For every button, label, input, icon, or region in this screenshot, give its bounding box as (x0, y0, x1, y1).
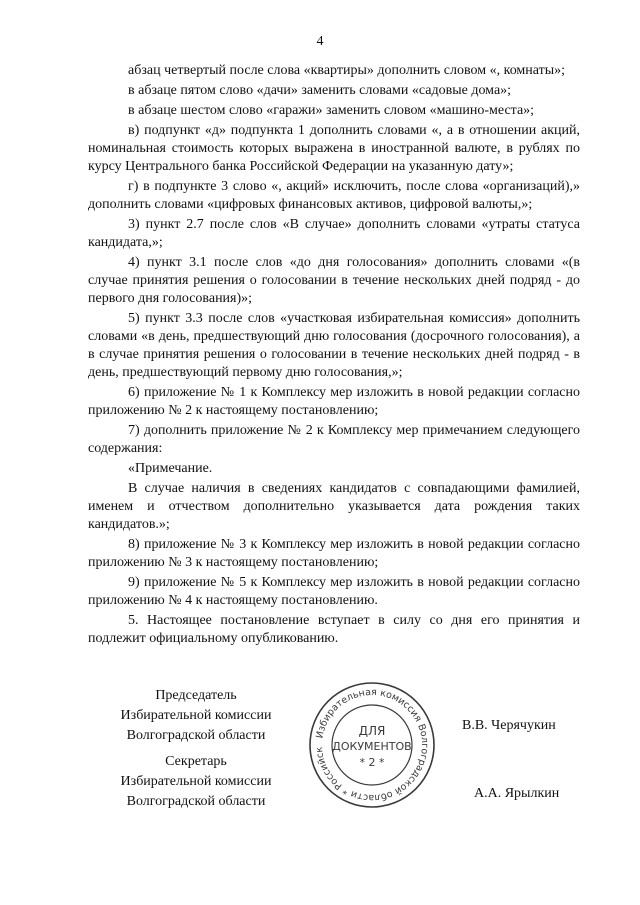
document-body (88, 62, 580, 650)
secretary-name: А.А. Ярылкин (474, 786, 560, 801)
stamp-graphic (307, 680, 437, 810)
official-stamp (307, 680, 437, 810)
paragraph: в) подпункт «д» подпункта 1 дополнить словами «, а в отношении акций, номинальная стоимость которых выражена в иностранной валюте, в рублях по курсу Центрального банка Российской Федерации на указанную дату»; (88, 123, 580, 174)
chairman-organization: Избирательной комиссии (120, 708, 272, 723)
paragraph: г) в подпункте 3 слово «, акций» исключить, после слова «организаций),» дополнить словами «цифровых финансовых активов, цифровой валюты,»; (88, 179, 580, 212)
note-text: В случае наличия в сведениях кандидатов с совпадающими фамилией, именем и отчеством дополнительно указывается дата рождения таких кандидатов.»; (88, 481, 580, 532)
secretary-title-block (96, 752, 296, 812)
stamp-center-line3: * 2 * (359, 756, 385, 769)
page-number: 4 (316, 34, 324, 49)
paragraph: абзац четвертый после слова «квартиры» дополнить словом «, комнаты»; (128, 63, 566, 78)
paragraph: в абзаце шестом слово «гаражи» заменить словом «машино-места»; (128, 103, 535, 118)
paragraph: в абзаце пятом слово «дачи» заменить словами «садовые дома»; (128, 83, 512, 98)
paragraph: 5) пункт 3.3 после слов «участковая избирательная комиссия» дополнить словами «в день, предшествующий дню голосования (досрочного голосования), а в случае принятия решения о голосовании в течение нескольких дней подряд - в день, предшествующий первому дню голосования,»; (88, 311, 580, 380)
paragraph: 6) приложение № 1 к Комплексу мер изложить в новой редакции согласно приложению № 2 к настоящему постановлению; (88, 385, 580, 418)
chairman-position: Председатель (155, 688, 237, 703)
stamp-center-line1: ДЛЯ (358, 724, 386, 738)
paragraph: 7) дополнить приложение № 2 к Комплексу мер примечанием следующего содержания: (88, 423, 580, 456)
paragraph: 5. Настоящее постановление вступает в силу со дня его принятия и подлежит официальному опубликованию. (88, 613, 580, 646)
chairman-region: Волгоградской области (126, 728, 266, 743)
secretary-position: Секретарь (165, 754, 227, 769)
secretary-region: Волгоградской области (126, 794, 266, 809)
paragraph: 4) пункт 3.1 после слов «до дня голосования» дополнить словами «(в случае принятия решения о голосовании в течение нескольких дней подряд - до первого дня голосования)»; (88, 255, 580, 306)
chairman-title-block (96, 686, 296, 746)
paragraph: 9) приложение № 5 к Комплексу мер изложить в новой редакции согласно приложению № 4 к настоящему постановлению. (88, 575, 580, 608)
paragraph: 3) пункт 2.7 после слов «В случае» дополнить словами «утраты статуса кандидата,»; (88, 217, 580, 250)
chairman-name: В.В. Черячукин (462, 718, 556, 733)
secretary-organization: Избирательной комиссии (120, 774, 272, 789)
stamp-center-line2: ДОКУМЕНТОВ (332, 740, 412, 753)
paragraph: 8) приложение № 3 к Комплексу мер изложить в новой редакции согласно приложению № 3 к настоящему постановлению; (88, 537, 580, 570)
note-heading: «Примечание. (128, 461, 213, 476)
stamp-ring-text: Избирательная комиссия Волгоградской области * Российск (313, 686, 431, 804)
